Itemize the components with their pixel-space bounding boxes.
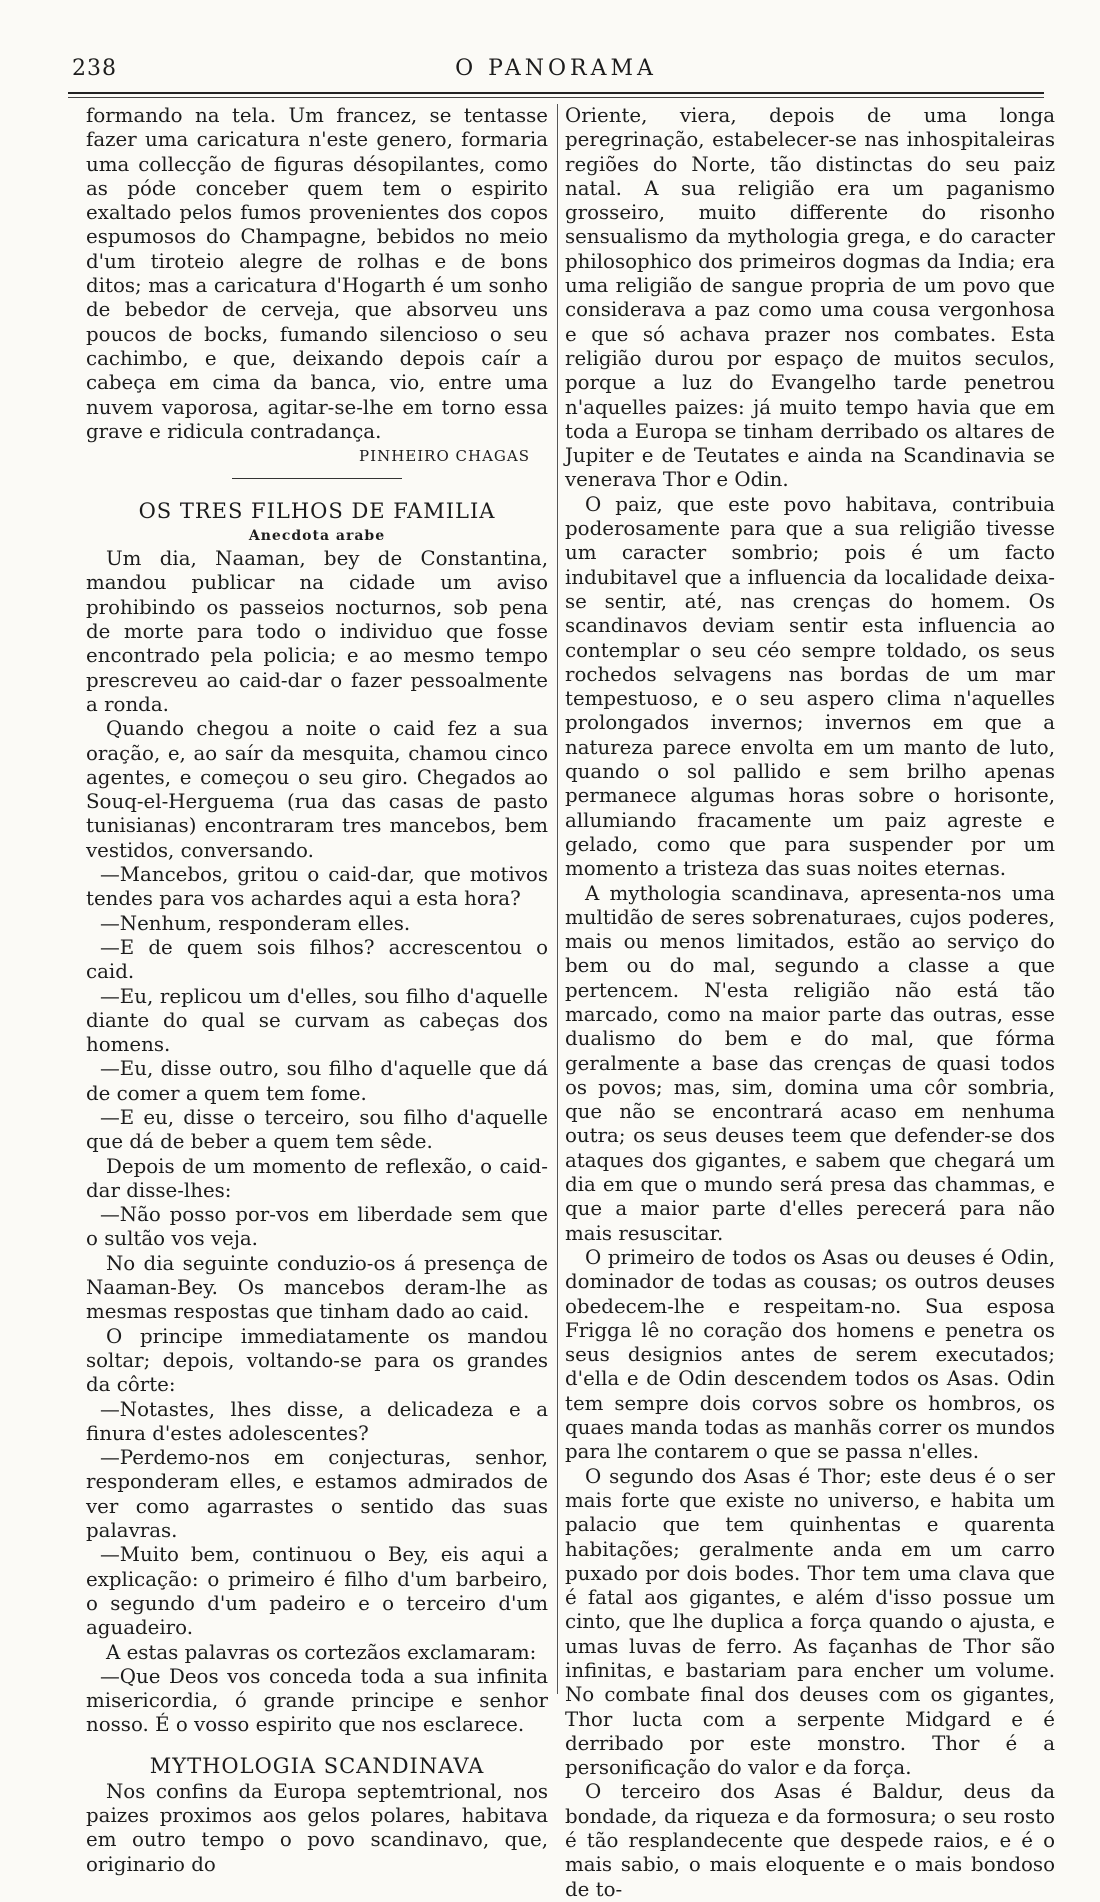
dialogue-line: —Mancebos, gritou o caid-dar, que motivos tendes para vos achardes aqui a esta hora?: [86, 863, 548, 911]
intro-paragraph: formando na tela. Um francez, se tentasse fazer uma caricatura n'este genero, formaria uma collecção de figuras désopilantes, como as póde conceber quem tem o espirito exaltado pelos fumos provenientes dos copos espumosos do Champagne, bebidos no meio d'um tiroteio alegre de rolhas e de bons ditos; mas a caricatura d'Hogarth é um sonho de bebedor de cerveja, que absorveu uns poucos de bocks, fumando silencioso o seu cachimbo, e que, deixando depois caír a cabeça em cima da banca, vio, entre uma nuvem vaporosa, agitar-se-lhe em torno essa grave e ridicula contradança.: [86, 104, 548, 443]
dialogue-line: —Nenhum, responderam elles.: [100, 911, 411, 935]
right-column: [565, 104, 1055, 1902]
column-divider: [557, 104, 558, 1694]
header-rule-thin: [68, 97, 1044, 98]
dialogue-line: —Que Deos vos conceda toda a sua infinita misericordia, ó grande principe e senhor nosso. É o vosso espirito que nos esclarece.: [86, 1664, 548, 1737]
article-subtitle: Anecdota arabe: [248, 528, 386, 545]
section-divider: [232, 478, 402, 479]
paragraph: A estas palavras os cortezãos exclamaram:: [106, 1640, 537, 1664]
dialogue-line: —Muito bem, continuou o Bey, eis aqui a explicação: o primeiro é filho d'um barbeiro, o segundo d'um padeiro e o terceiro d'um aguadeiro.: [86, 1543, 548, 1640]
dialogue-line: —E eu, disse o terceiro, sou filho d'aquelle que dá de beber a quem tem sêde.: [86, 1105, 548, 1154]
running-title: O PANORAMA: [455, 56, 657, 81]
paragraph: O primeiro de todos os Asas ou deuses é Odin, dominador de todas as cousas; os outros deuses obedecem-lhe e respeitam-no. Sua esposa Frigga lê no coração dos homens e penetra os seus designios antes de serem executados; d'ella e de Odin descendem todos os Asas. Odin tem sempre dois corvos sobre os hombros, os quaes manda todas as manhãs correr os mundos para lhe contarem o que se passa n'elles.: [565, 1245, 1055, 1464]
dialogue-line: —Perdemo-nos em conjecturas, senhor, responderam elles, e estamos admirados de ver como agarrastes o sentido das suas palavras.: [86, 1446, 548, 1543]
section-gap: [86, 1738, 548, 1752]
dialogue-line: —Eu, disse outro, sou filho d'aquelle que dá de comer a quem tem fome.: [86, 1057, 548, 1105]
paragraph: O paiz, que este povo habitava, contribuia poderosamente para que a sua religião tivesse um caracter sombrio; pois é um facto indubitavel que a influencia da localidade deixa-se sentir, até, nas crenças do homem. Os scandinavos deviam sentir esta influencia ao contemplar o seu céo sempre toldado, os seus rochedos selvagens nas bordas de um mar tempestuoso, e o seu aspero clima n'aquelles prolongados invernos; invernos em que a natureza parece envolta em um manto de luto, quando o sol pallido e sem brilho apenas permanece algumas horas sobre o horisonte, allumiando fracamente um paiz agreste e gelado, como que para suspender por um momento a tristeza das suas noites eternas.: [565, 492, 1055, 881]
dialogue-line: —Notastes, lhes disse, a delicadeza e a finura d'estes adolescentes?: [86, 1397, 548, 1445]
article-title: OS TRES FILHOS DE FAMILIA: [138, 499, 496, 524]
dialogue-line: —Eu, replicou um d'elles, sou filho d'aquelle diante do qual se curvam as cabeças dos homens.: [86, 984, 548, 1057]
paragraph: O segundo dos Asas é Thor; este deus é o ser mais forte que existe no universo, e habita um palacio que tem quinhentas e quarenta habitações; geralmente anda em um carro puxado por dois bodes. Thor tem uma clava que é fatal aos gigantes, e além d'isso possue um cinto, que lhe duplica a força quando o ajusta, e umas luvas de ferro. As façanhas de Thor são infinitas, e bastariam para encher um volume. No combate final dos deuses com os gigantes, Thor lucta com a serpente Midgard e é derribado por este monstro. Thor é a personificação do valor e da força.: [565, 1464, 1055, 1780]
paragraph: Oriente, viera, depois de uma longa peregrinação, estabelecer-se nas inhospitaleiras regiões do Norte, tão distinctas do seu paiz natal. A sua religião era um paganismo grosseiro, muito differente do risonho sensualismo da mythologia grega, e do caracter philosophico dos primeiros dogmas da India; era uma religião de sangue propria de um povo que considerava a paz como uma cousa vergonhosa e que só achava prazer nos combates. Esta religião durou por espaço de muitos seculos, porque a luz do Evangelho tarde penetrou n'aquelles paizes: já muito tempo havia que em toda a Europa se tinham derribado os altares de Jupiter e de Teutates e ainda na Scandinavia se venerava Thor e Odin.: [565, 104, 1055, 492]
paragraph: Quando chegou a noite o caid fez a sua oração, e, ao saír da mesquita, chamou cinco agentes, e começou o seu giro. Chegados ao Souq-el-Herguema (rua das casas de pasto tunisianas) encontraram tres mancebos, bem vestidos, conversando.: [86, 717, 548, 862]
paragraph: O principe immediatamente os mandou soltar; depois, voltando-se para os grandes da côrte:: [86, 1324, 548, 1397]
paragraph: O terceiro dos Asas é Baldur, deus da bondade, da riqueza e da formosura; o seu rosto é tão resplandecente que despede raios, e é o mais sabio, o mais eloquente e o mais bondoso de to-: [565, 1780, 1055, 1901]
paragraph: Um dia, Naaman, bey de Constantina, mandou publicar na cidade um aviso prohibindo os passeios nocturnos, sob pena de morte para todo o individuo que fosse encontrado pela policia; e ao mesmo tempo prescreveu ao caid-dar o fazer pessoalmente a ronda.: [86, 547, 548, 716]
page-number: 238: [72, 56, 117, 81]
page-header: [68, 52, 1044, 92]
dialogue-line: —Não posso por-vos em liberdade sem que o sultão vos veja.: [86, 1203, 548, 1251]
header-rule: [68, 92, 1044, 94]
paragraph: A mythologia scandinava, apresenta-nos uma multidão de seres sobrenaturaes, cujos poderes, mais ou menos limitados, estão ao serviço do bem ou do mal, segundo a classe a que pertencem. N'esta religião não está tão marcado, como na maior parte das outras, esse dualismo do bem e do mal, que fórma geralmente a base das crenças de quasi todos os povos; mas, sim, domina uma côr sombria, que não se encontrará acaso em nenhuma outra; os seus deuses teem que defender-se dos ataques dos gigantes, e sabem que chegará um dia em que o mundo será presa das chammas, e que a maior parte d'elles perecerá para não mais resuscitar.: [565, 881, 1055, 1245]
article-title: MYTHOLOGIA SCANDINAVA: [149, 1753, 485, 1778]
left-column: [86, 104, 548, 1877]
paragraph: Nos confins da Europa septemtrional, nos paizes proximos aos gelos polares, habitava em outro tempo o povo scandinavo, que, originario do: [86, 1779, 548, 1876]
paragraph: Depois de um momento de reflexão, o caid-dar disse-lhes:: [86, 1154, 548, 1202]
author-signature: PINHEIRO CHAGAS: [359, 447, 530, 466]
paragraph: No dia seguinte conduzio-os á presença de Naaman-Bey. Os mancebos deram-lhe as mesmas respostas que tinham dado ao caid.: [86, 1251, 548, 1324]
dialogue-line: —E de quem sois filhos? accrescentou o caid.: [86, 935, 548, 984]
